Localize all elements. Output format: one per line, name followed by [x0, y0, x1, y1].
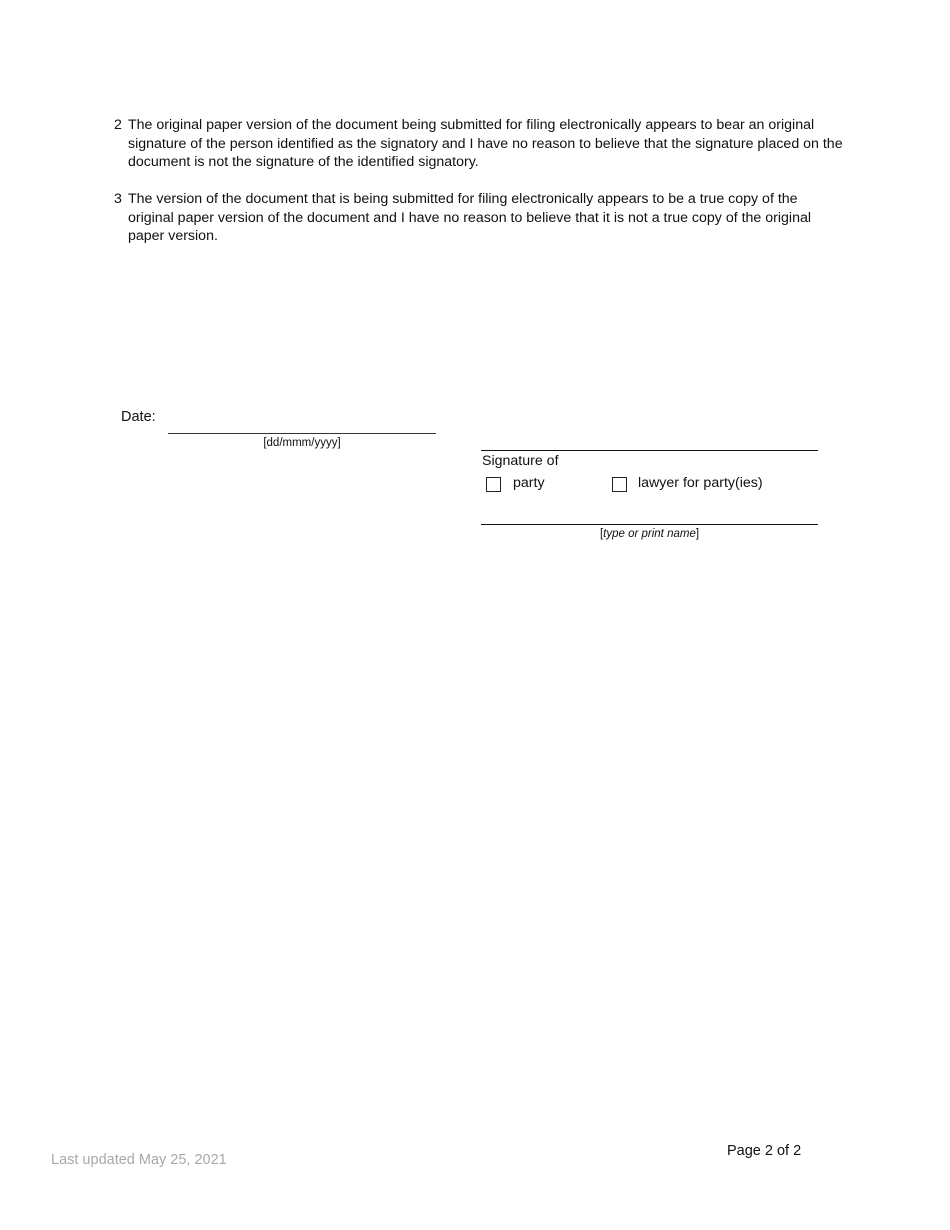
party-checkbox-label: party — [513, 475, 545, 491]
last-updated: Last updated May 25, 2021 — [51, 1152, 227, 1168]
date-label: Date: — [121, 409, 156, 425]
item-text: The original paper version of the document being submitted for filing electronically appears to bear an original signature of the person identified as the signatory and I have no reason to believe that the signature placed on the document is not the signature of the identified signatory. — [128, 117, 843, 170]
item-number: 3 — [114, 191, 122, 207]
name-hint-open: [ — [599, 528, 604, 540]
signature-label: Signature of — [482, 453, 559, 469]
paragraph-item-2 — [114, 116, 844, 172]
name-hint-close: ] — [695, 528, 700, 540]
name-line[interactable] — [481, 524, 818, 525]
item-number: 2 — [114, 117, 122, 133]
lawyer-checkbox[interactable] — [612, 477, 627, 492]
signature-line[interactable] — [481, 450, 818, 451]
paragraph-item-3 — [114, 190, 844, 246]
name-hint-text: type or print name — [603, 528, 696, 540]
party-checkbox[interactable] — [486, 477, 501, 492]
date-field-line[interactable] — [168, 433, 436, 434]
date-format-hint: [dd/mmm/yyyy] — [263, 437, 341, 449]
lawyer-checkbox-label: lawyer for party(ies) — [638, 475, 763, 491]
item-text: The version of the document that is being submitted for filing electronically appears to be a true copy of the original paper version of the document and I have no reason to believe that it is not a true copy of the original paper version. — [128, 191, 812, 244]
page-number: Page 2 of 2 — [727, 1143, 802, 1159]
name-hint — [481, 528, 818, 540]
